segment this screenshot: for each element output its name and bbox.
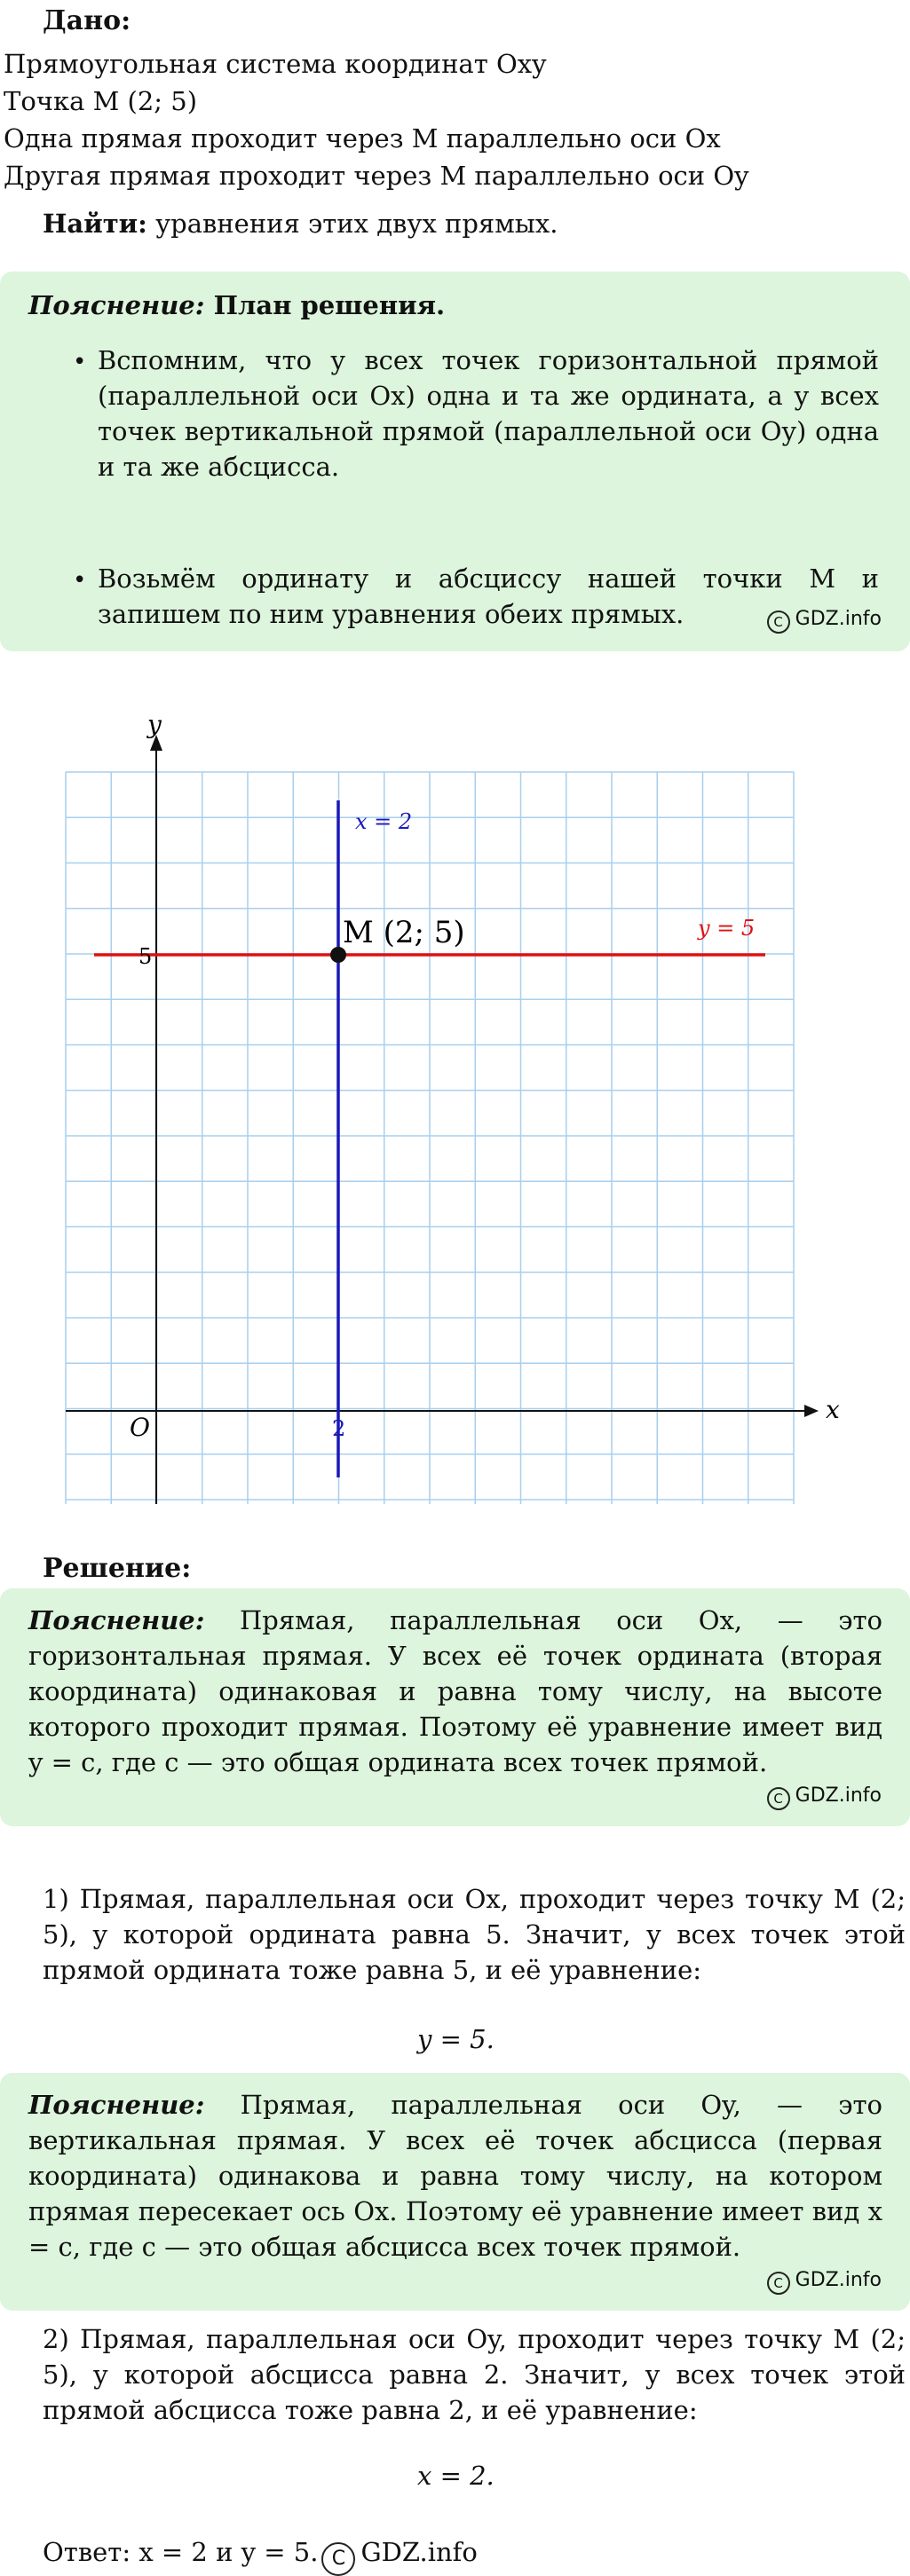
origin-label: O	[130, 1413, 150, 1442]
copyright-symbol: C	[767, 1787, 790, 1810]
step-1: 1) Прямая, параллельная оси Ox, проходит через точку M (2; 5), у которой ордината равна 5. Значит, у всех точек этой прямой ордината тоже равна 5, и её уравнение:	[43, 1884, 906, 1985]
copyright-note: C GDZ.info	[767, 2263, 882, 2298]
copyright-note: C GDZ.info	[767, 1778, 882, 1814]
y-tick-label: 5	[138, 944, 153, 969]
solution-title: Решение:	[43, 1553, 192, 1584]
bullet-dot: •	[73, 567, 87, 594]
coordinate-graph	[0, 701, 910, 1517]
copyright-symbol: C	[767, 611, 790, 634]
point-label: M (2; 5)	[343, 915, 465, 950]
answer-copyright: GDZ.info	[360, 2537, 478, 2567]
find-statement	[43, 206, 558, 241]
plan-label: Пояснение:	[28, 290, 205, 320]
plan-bullet-2: Возьмём ординату и абсциссу нашей точки M и запишем по ним уравнения обеих прямых.	[98, 563, 879, 629]
given-line-second: Другая прямая проходит через M параллельно оси Oy	[4, 161, 749, 191]
find-text: уравнения этих двух прямых.	[146, 209, 558, 239]
horizontal-line-label: y = 5	[698, 916, 756, 941]
x-axis-arrow	[804, 1405, 819, 1417]
copyright-symbol: C	[767, 2272, 790, 2295]
copyright-note: C GDZ.info	[767, 602, 882, 637]
answer-line	[43, 2534, 478, 2576]
equation-2: x = 2.	[417, 2461, 495, 2491]
vertical-line-label: x = 2	[355, 809, 413, 834]
explain-card-2	[0, 2073, 910, 2311]
answer-text: Ответ: x = 2 и y = 5.	[43, 2537, 319, 2567]
grid	[66, 772, 794, 1504]
y-axis-label: y	[147, 710, 162, 739]
step-2: 2) Прямая, параллельная оси Oy, проходит через точку M (2; 5), у которой абсцисса равна 2. Значит, у всех точек этой прямой абсцисса тоже равна 2, и её уравнение:	[43, 2324, 906, 2425]
x-axis-label: x	[826, 1395, 840, 1424]
find-label: Найти:	[43, 209, 147, 239]
given-line-point: Точка M (2; 5)	[4, 86, 198, 116]
given-line-system: Прямоугольная система координат Oxy	[4, 49, 547, 79]
equation-1: y = 5.	[417, 2024, 495, 2054]
explain-card-1	[0, 1588, 910, 1826]
plan-bullet-1: Вспомним, что у всех точек горизонтальной прямой (параллельной оси Ox) одна и та же ордината, а у всех точек вертикальной прямой (параллельной оси Oy) одна и та же абсцисса.	[98, 345, 879, 482]
explain-2-label: Пояснение:	[28, 2090, 205, 2120]
explain-1-text: Пояснение: Прямая, параллельная оси Ox, — это горизонтальная прямая. У всех её точек ордината (вторая координата) одинаковая и равна тому числу, на высоте которого проходит прямая. Поэтому её уравнение имеет вид y = c, где c — это общая ордината всех точек прямой.	[28, 1605, 882, 1777]
plan-card	[0, 272, 910, 651]
plan-title: План решения.	[204, 290, 446, 320]
explain-2-text: Пояснение: Прямая, параллельная оси Oy, — это вертикальная прямая. У всех её точек абсцисса (первая координата) одинакова и равна тому числу, на котором прямая пересекает ось Ox. Поэтому её уравнение имеет вид x = c, где c — это общая абсцисса всех точек прямой.	[28, 2090, 882, 2262]
explain-1-label: Пояснение:	[28, 1605, 205, 1635]
bullet-dot: •	[73, 349, 87, 375]
copyright-symbol: C	[321, 2542, 355, 2576]
given-title: Дано:	[43, 5, 131, 36]
x-tick-label: 2	[332, 1416, 346, 1441]
given-line-first: Одна прямая проходит через M параллельно оси Ox	[4, 123, 721, 154]
plan-heading	[28, 288, 445, 323]
